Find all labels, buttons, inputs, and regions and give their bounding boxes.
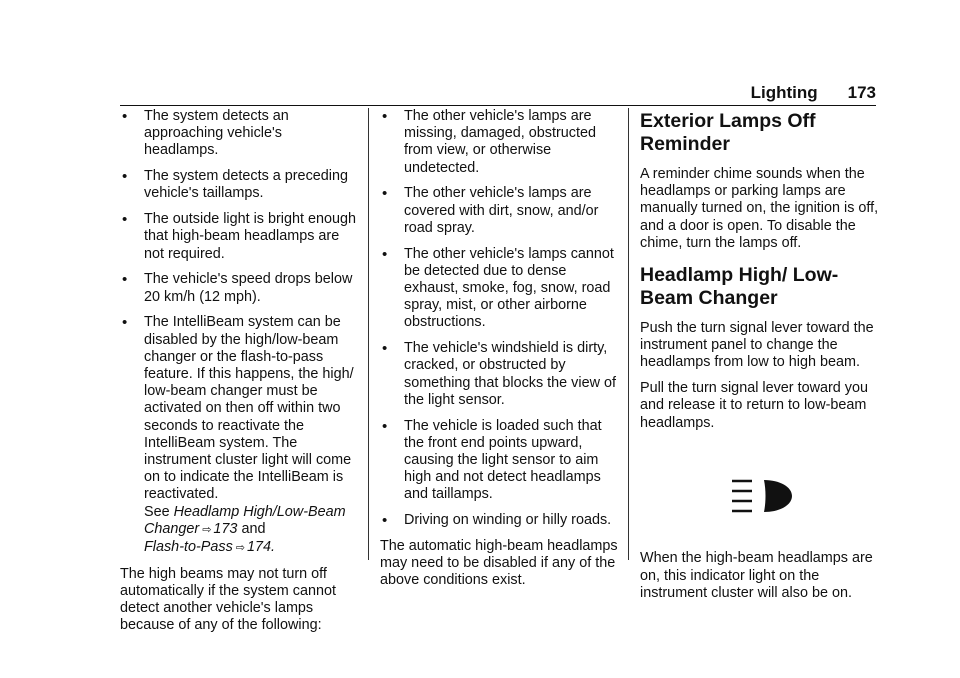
section-heading: Exterior Lamps Off Reminder (640, 110, 816, 155)
list-item: • Driving on winding or hilly roads. (382, 512, 612, 530)
section-heading: Headlamp High/ Low-Beam Changer (640, 264, 839, 310)
body-paragraph: Push the turn signal lever toward the instrument panel to change the headlamps from low to high beam. (640, 320, 874, 371)
column-divider-1 (368, 108, 369, 560)
list-item: • The vehicle is loaded such that the front end points upward, causing the light sensor to aim high and not detect headlamps and taillamps. (382, 417, 602, 503)
column-divider-2 (628, 108, 629, 560)
column-3 (640, 108, 885, 611)
list-item: • The other vehicle's lamps cannot be detected due to dense exhaust, smoke, fog, snow, road spray, mist, or other airborne obstructions. (382, 245, 614, 331)
cross-reference-link[interactable]: Flash-to-Pass (144, 539, 233, 556)
page-ref[interactable]: 174 (247, 539, 272, 556)
section-title: Lighting (750, 83, 818, 102)
cross-reference-link[interactable]: Headlamp High/Low-Beam Changer (144, 503, 346, 537)
high-beam-indicator-icon (730, 478, 796, 514)
page-ref[interactable]: 173 (213, 520, 238, 537)
list-item: • The system detects a preceding vehicle's taillamps. (122, 168, 348, 202)
condition-list (380, 108, 620, 529)
body-paragraph: A reminder chime sounds when the headlamps or parking lamps are manually turned on, the ignition is off, and a door is open. To disable the chime, turn the lamps off. (640, 166, 879, 251)
body-paragraph: When the high-beam headlamps are on, this indicator light on the instrument cluster will also be on. (640, 550, 873, 601)
list-item: • The vehicle's windshield is dirty, cracked, or obstructed by something that blocks the view of the light sensor. (382, 340, 616, 408)
list-item: • The vehicle's speed drops below 20 km/h (12 mph). (122, 271, 353, 305)
page-ref-arrow-icon: ⇨ (202, 523, 212, 536)
page-header (120, 82, 876, 106)
list-item: • The other vehicle's lamps are missing, damaged, obstructed from view, or otherwise undetected. (382, 108, 596, 176)
list-item: • The system detects an approaching vehicle's headlamps. (122, 108, 289, 159)
page-ref-arrow-icon: ⇨ (235, 542, 245, 555)
list-item: • The other vehicle's lamps are covered with dirt, snow, and/or road spray. (382, 185, 599, 236)
column-2 (380, 108, 620, 598)
column-1 (120, 108, 358, 643)
list-item: • The outside light is bright enough that high-beam headlamps are not required. (122, 211, 357, 262)
indicator-figure (640, 440, 885, 550)
body-paragraph: Pull the turn signal lever toward you and release it to return to low-beam headlamps. (640, 380, 868, 431)
body-paragraph: The automatic high-beam headlamps may need to be disabled if any of the above conditions exist. (380, 538, 618, 589)
list-item: • The IntelliBeam system can be disabled by the high/low-beam changer or the flash-to-pass feature. If this happens, the high/ low-beam changer must be activated on then off within two seconds to reactivate the IntelliBeam system. The instrument cluster light will come on to indicate the IntelliBeam is reactivated. See Headlamp High/Low-Beam Changer ⇨ 173 and Flash-to-Pass ⇨ 174. (122, 314, 354, 556)
body-paragraph: The high beams may not turn off automatically if the system cannot detect another vehicle's lamps because of any of the following: (120, 565, 336, 634)
condition-list (120, 108, 358, 557)
page-number: 173 (847, 83, 876, 102)
